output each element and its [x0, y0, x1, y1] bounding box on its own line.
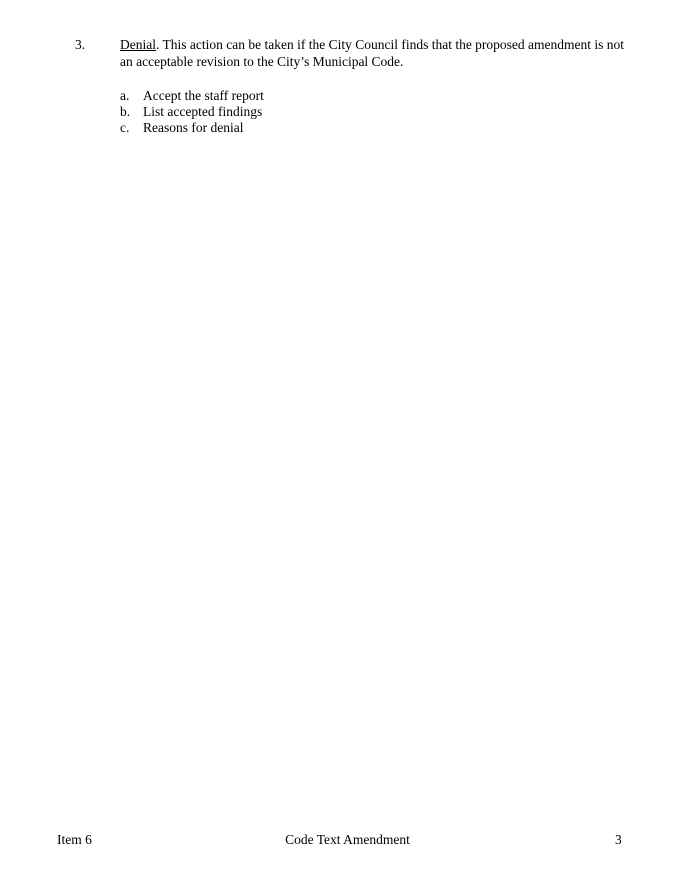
list-item-marker: b. — [120, 104, 131, 120]
list-item-text: Reasons for denial — [143, 120, 244, 136]
item-paragraph — [120, 36, 625, 70]
numbered-item-denial — [75, 36, 627, 70]
list-item-marker: c. — [120, 120, 130, 136]
list-item-text: List accepted findings — [143, 104, 263, 120]
list-item — [120, 88, 627, 104]
list-item-marker: a. — [120, 88, 130, 103]
item-number: 3. — [75, 37, 86, 52]
page-footer — [0, 831, 695, 849]
sub-list — [120, 88, 627, 137]
footer-page-number: 3 — [615, 832, 622, 847]
page-content — [75, 36, 627, 137]
item-body-text: . This action can be taken if the City Council finds that the proposed amendment is not an acceptable revision to the City’s Municipal Code. — [120, 37, 625, 69]
list-item — [120, 120, 627, 136]
list-item-text: Accept the staff report — [143, 88, 264, 103]
list-item — [120, 104, 627, 120]
item-heading: Denial — [120, 37, 156, 52]
footer-item-label: Item 6 — [57, 832, 92, 847]
footer-document-title: Code Text Amendment — [285, 832, 410, 847]
